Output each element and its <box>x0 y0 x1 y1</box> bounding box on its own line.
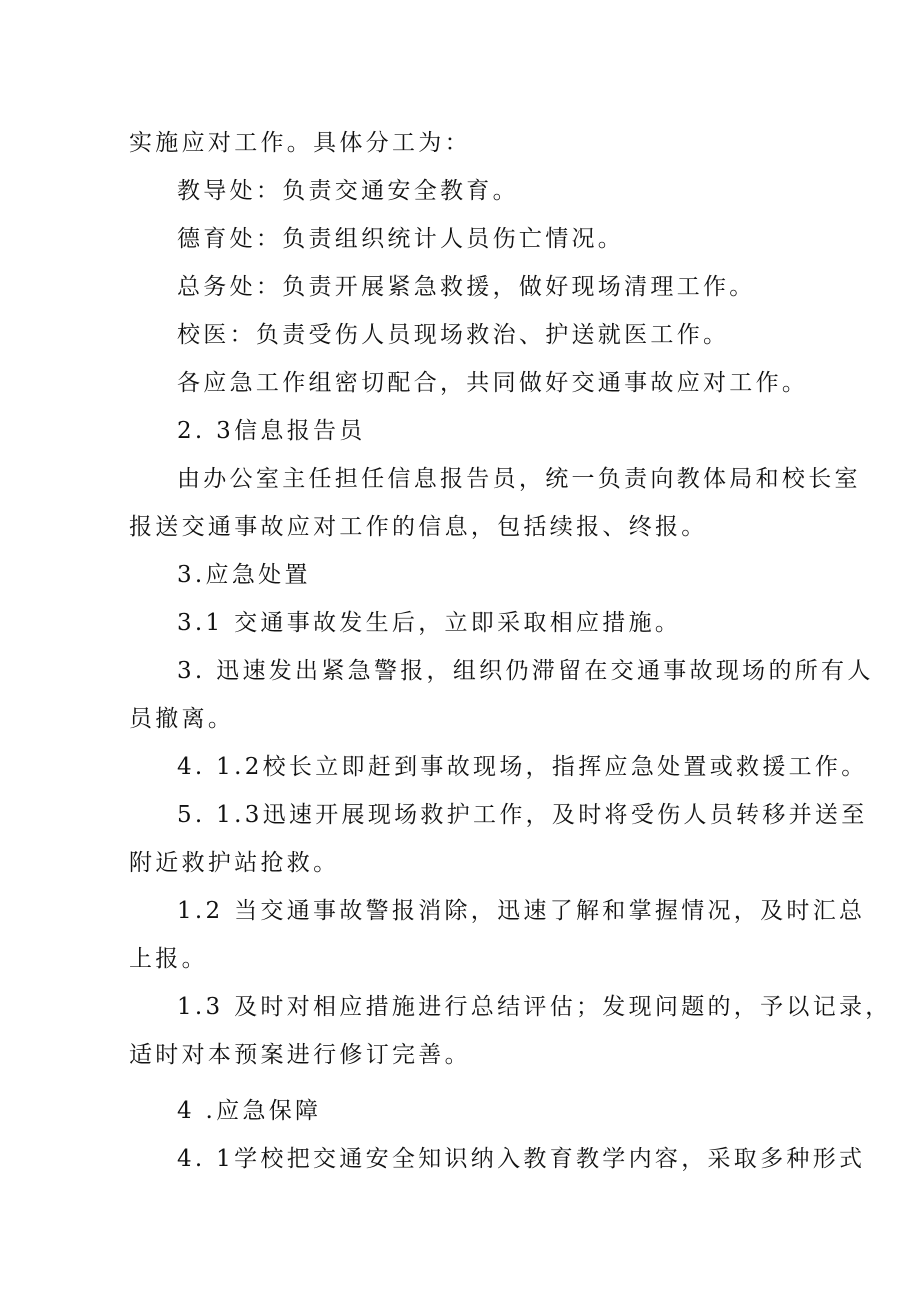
paragraph-line: 报送交通事故应对工作的信息，包括续报、终报。 <box>129 514 708 540</box>
paragraph-line: 5. 1.3迅速开展现场救护工作，及时将受伤人员转移并送至 <box>177 802 868 828</box>
paragraph-line: 1.3 及时对相应措施进行总结评估；发现问题的，予以记录， <box>177 994 892 1020</box>
section-heading: 4 .应急保障 <box>177 1098 322 1124</box>
paragraph-line: 德育处：负责组织统计人员伤亡情况。 <box>177 226 625 252</box>
paragraph-line: 各应急工作组密切配合，共同做好交通事故应对工作。 <box>177 370 809 396</box>
paragraph-line: 3. 迅速发出紧急警报，组织仍滞留在交通事故现场的所有人 <box>177 658 874 684</box>
paragraph-line: 3.1 交通事故发生后，立即采取相应措施。 <box>177 610 682 636</box>
paragraph-line: 1.2 当交通事故警报消除，迅速了解和掌握情况，及时汇总 <box>177 898 866 924</box>
paragraph-line: 教导处：负责交通安全教育。 <box>177 178 519 204</box>
section-heading: 2. 3信息报告员 <box>177 418 366 444</box>
paragraph-line: 适时对本预案进行修订完善。 <box>129 1042 471 1068</box>
paragraph-line: 4. 1学校把交通安全知识纳入教育教学内容，采取多种形式 <box>177 1146 866 1172</box>
paragraph-line: 上报。 <box>129 946 208 972</box>
paragraph-line: 附近救护站抢救。 <box>129 850 340 876</box>
paragraph-line: 总务处：负责开展紧急救援，做好现场清理工作。 <box>177 274 756 300</box>
section-heading: 3.应急处置 <box>177 562 311 588</box>
paragraph-line: 4. 1.2校长立即赶到事故现场，指挥应急处置或救援工作。 <box>177 754 868 780</box>
paragraph-line: 由办公室主任担任信息报告员，统一负责向教体局和校长室 <box>177 466 861 492</box>
paragraph-line: 校医：负责受伤人员现场救治、护送就医工作。 <box>177 322 730 348</box>
paragraph-line: 实施应对工作。具体分工为： <box>129 130 471 156</box>
paragraph-line: 员撤离。 <box>129 706 235 732</box>
